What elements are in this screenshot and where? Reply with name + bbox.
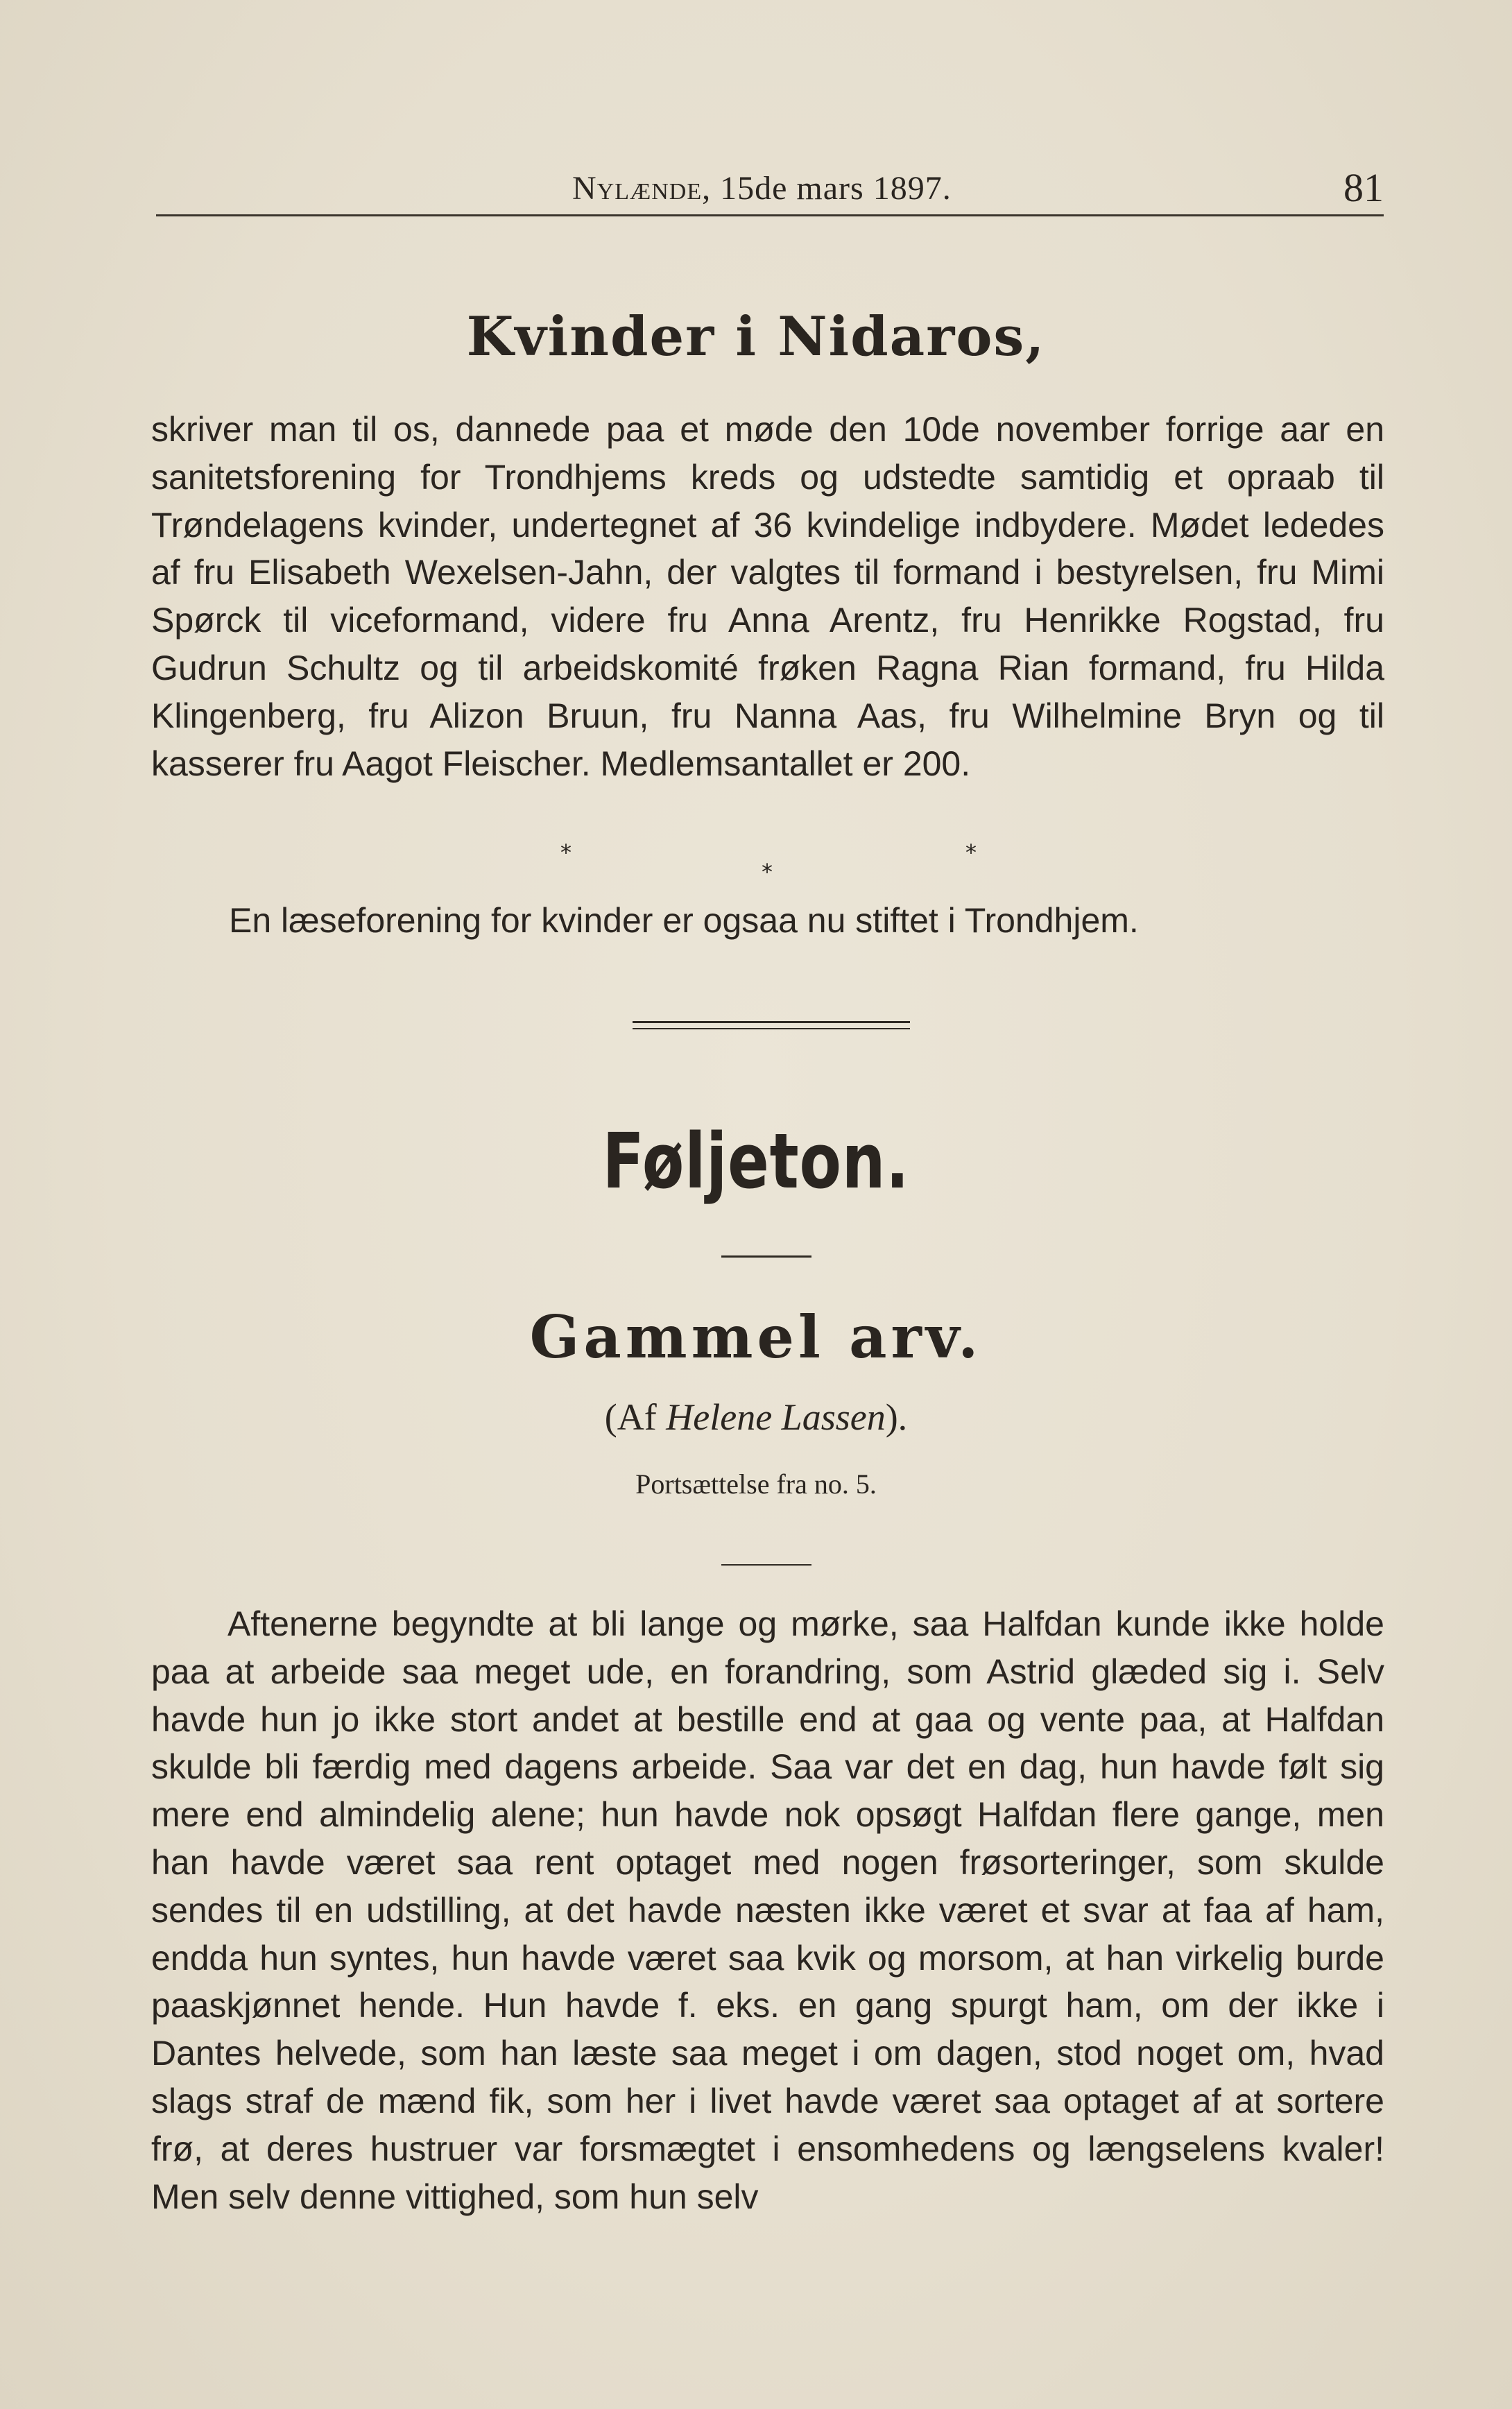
story-title: Gammel arv. bbox=[529, 1303, 983, 1371]
running-head bbox=[572, 169, 952, 207]
journal-name: Nylænde, bbox=[572, 170, 712, 207]
note-paragraph: En læseforening for kvinder er ogsaa nu stiftet i Trondhjem. bbox=[229, 901, 1139, 940]
story-paragraph bbox=[151, 1600, 1384, 2220]
story-rule bbox=[721, 1564, 811, 1566]
byline bbox=[0, 1396, 1512, 1439]
asterism-star: * bbox=[965, 839, 977, 866]
section-divider bbox=[633, 1021, 910, 1029]
asterism bbox=[0, 839, 1512, 885]
title-rule bbox=[721, 1255, 811, 1258]
continuation-note: Portsættelse fra no. 5. bbox=[635, 1468, 877, 1500]
header-rule bbox=[156, 214, 1384, 216]
byline-suffix: ). bbox=[885, 1396, 908, 1438]
asterism-star: * bbox=[560, 839, 572, 866]
article-paragraph: skriver man til os, dannede paa et møde den 10de november forrige aar en sanitetsforening for Trondhjems kreds og udstedte samtidig et opraab til Trøndelagens kvinder, undertegnet af 36 kvindelige indbydere. Mødet lededes af fru Elisabeth Wexelsen-Jahn, der valgtes til formand i bestyrelsen, fru Mimi Spørck til viceformand, videre fru Anna Arentz, fru Henrikke Rogstad, fru Gudrun Schultz og til arbeidskomité frøken Ragna Rian formand, fru Hilda Klingenberg, fru Alizon Bruun, fru Nanna Aas, fru Wilhelmine Bryn og til kasserer fru Aagot Fleischer. Medlemsantallet er 200. bbox=[151, 410, 1384, 783]
article-title: Kvinder i Nidaros, bbox=[466, 305, 1046, 368]
page-header bbox=[156, 161, 1384, 216]
page-number: 81 bbox=[1343, 165, 1384, 210]
byline-prefix: (Af bbox=[604, 1396, 667, 1438]
issue-date: 15de mars 1897. bbox=[720, 170, 952, 207]
author-name: Helene Lassen bbox=[666, 1396, 886, 1438]
section-title: Føljeton. bbox=[602, 1117, 910, 1206]
asterism-star: * bbox=[762, 859, 773, 885]
story-text: Aftenerne begyndte at bli lange og mørke, saa Halfdan kunde ikke holde paa at arbeide saa meget ude, en forandring, som Astrid glæded sig i. Selv havde hun jo ikke stort andet at bestille end at gaa og vente paa, at Halfdan skulde bli færdig med dagens arbeide. Saa var det en dag, hun havde følt sig mere end almindelig alene; hun havde nok opsøgt Halfdan flere gange, men han havde været saa rent optaget med nogen frøsorteringer, som skulde sendes til en udstilling, at det havde næsten ikke været et svar at faa af ham, endda hun syntes, hun havde været saa kvik og morsom, at han virkelig burde paaskjønnet hende. Hun havde f. eks. en gang spurgt ham, om der ikke i Dantes helvede, som han læste saa meget i om dagen, stod noget om, hvad slags straf de mænd fik, som her i livet havde været saa optaget af at sortere frø, at deres hustruer var forsmægtet i ensomhedens og længselens kvaler! Men selv denne vittighed, som hun selv bbox=[151, 1604, 1384, 2216]
